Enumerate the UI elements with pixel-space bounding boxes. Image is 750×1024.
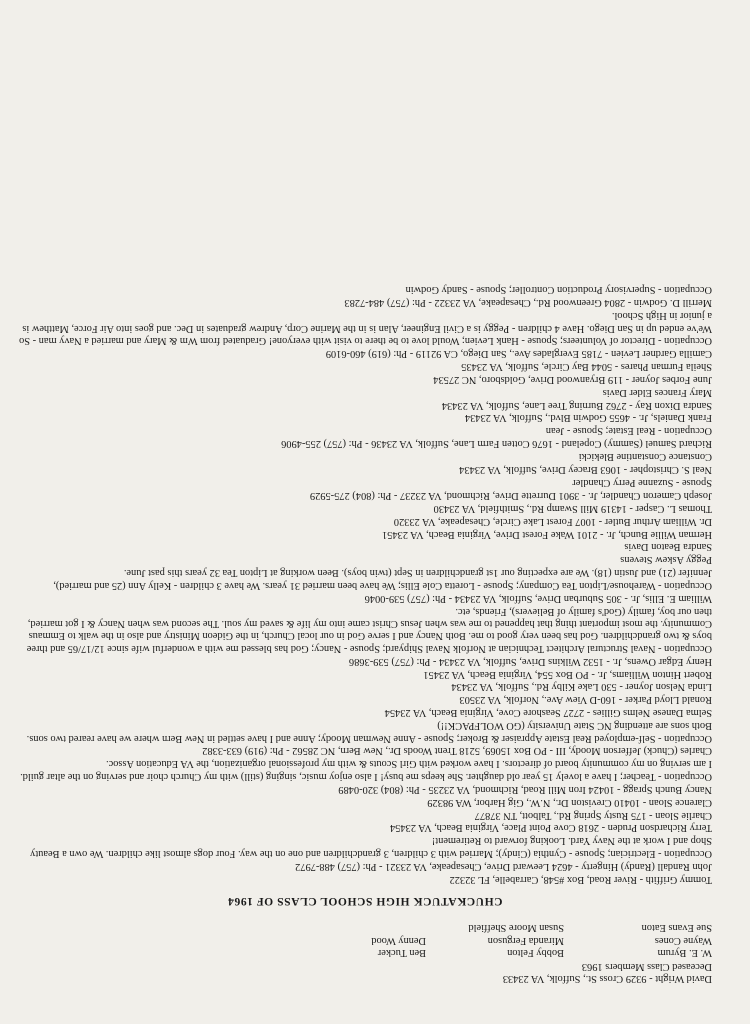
deceased-members-list [18,921,712,958]
class-entry: Occupation - Electrician; Spouse - Cynthia (Cindy); Married with 3 children, 3 grandchildren and one on the way. Four dogs almost like children. We own a Beauty Shop and I work at the Navy Yard. Looking forward to Retirement! [30,835,712,859]
class-entry: Merrill D. Godwin - 2804 Greenwood Rd., Chesapeake, VA 23322 - Ph: (757) 484-7283 [344,297,712,309]
class-entry: Terry Richardson Pruden - 2618 Cove Point Place, Virginia Beach, VA 23454 [390,822,712,834]
class-entry: Occupation - Supervisory Production Controller; Spouse - Sandy Godwin [405,284,712,296]
class-entry: Dr. William Arthur Butler - 1007 Forest Lake Circle, Chesapeake, VA 23320 [393,515,712,527]
class-entry: Mary Frances Elder Davis [602,386,712,398]
deceased-member [158,946,278,958]
class-entry: Spouse - Suzanne Perry Chandler [572,476,712,488]
deceased-member: Miranda Ferguson [487,934,564,946]
class-entry: Ronald Lloyd Parker - 160-D View Ave., Norfolk, VA 23503 [459,694,712,706]
class-entry: Peggy Askew Stevens [620,554,712,566]
deceased-heading: Deceased Class Members 1963 [581,960,712,972]
class-entry: Thomas L. Casper - 14319 Mill Swamp Rd., Smithfield, VA 23430 [433,502,712,514]
class-entry: June Forbes Joyner - 119 Bryanwood Drive, Goldsboro, NC 27534 [433,373,712,385]
header-entry: David Wright - 9329 Cross St., Suffolk, VA 23433 [502,973,712,984]
deceased-member: W. E. Byrum [657,947,712,959]
deceased-member: Bobby Felton [507,947,564,959]
class-entry: Charlie Sloan - 175 Rusty Spring Rd., Talbott, TN 37877 [474,809,712,821]
class-entry: Occupation - Director of Volunteers; Spouse - Hank Levien; Would love to be there to visit with everyone! Graduated from Wm & Mary and married a Navy man - So We've ended up in San Diego. Have 4 children - Peggy is a Civil Engineer, Alan is in the Marine Corp, Andrew graduates in Dec. and goes into Air Force, Matthew is a junior in High School. [19,310,712,346]
class-entry: Charles (Chuck) Jefferson Moody, III - PO Box 15069, 5218 Trent Woods Dr., New Bern, NC 28562 - Ph: (919) 633-3382 [202,745,712,757]
deceased-member: Denny Wood [371,934,426,946]
deceased-member: Ben Tucker [377,947,426,959]
class-entry: John Randall (Randy) Hingerty - 4624 Leeward Drive, Chesapeake, VA 23321 - Ph: (757) 488-7972 [295,860,712,872]
class-entry: Constance Constantine Blekicki [578,451,712,463]
class-entries [18,283,712,885]
class-title: CHUCKATUCK HIGH SCHOOL CLASS OF 1964 [227,894,503,907]
class-entry: Occupation - Teacher; I have a lovely 15 year old daughter. She keeps me busy! I also enjoy music, singing (still) with my Church choir and serving on the altar guild. I am serving on my community board of directors. I have worked with Girl Scouts & with my professional organization, the VA Education Assoc. [20,758,712,782]
class-entry: Clarence Sloan - 10410 Creviston Dr., N.W., Gig Harbor, WA 98329 [427,796,712,808]
deceased-member: Sue Evans Eaton [641,922,712,934]
class-entry: Henry Edgar Owens, Jr. - 1532 Wilkins Drive, Suffolk, VA 23434 - Ph: (757) 539-3686 [348,655,712,667]
class-entry: Robert Hinton Williams, Jr. - PO Box 554, Virginia Beach, VA 23451 [423,668,712,680]
class-entry: Frank Daniels, Jr. - 4655 Godwin Blvd., Suffolk, VA 23434 [464,412,712,424]
class-entry: Sheila Furman Phares - 5044 Bay Circle, Suffolk, VA 23435 [461,360,712,372]
class-entry: Occupation - Real Estate; Spouse - Jean [545,425,712,437]
class-entry: Sandra Beaton Davis [624,541,712,553]
class-entry: Richard Samuel (Sammy) Copeland - 1676 Cotten Farm Lane, Suffolk, VA 23436 - Ph: (757) 255-4906 [281,438,712,450]
class-entry: Occupation - Self-employed Real Estate Appraiser & Broker; Spouse - Anne Newman Moody; Anne and I have settled in New Bern where we have reared two sons. Both sons are attending NC State University (GO WOLFPACK!!) [26,720,712,744]
class-entry: Tommy Griffith - River Road, Box #548, Carrabelle, FL 32322 [449,873,712,885]
deceased-member: Susan Moore Sheffield [468,922,564,934]
class-entry: Neal S. Christopher - 1063 Bracey Drive, Suffolk, VA 23434 [459,464,712,476]
class-entry: Joseph Cameron Chandler, Jr. - 3901 Durrette Drive, Richmond, VA 23237 - Ph: (804) 275-5929 [309,489,712,501]
class-entry: Occupation - Naval Structural Architect Technician at Norfolk Naval Shipyard; Spouse - Nancy; God has blessed me with a wonderful wife since 12/17/65 and three boys & two grandchildren. God has been very good to me. Both Nancy and I serve God in our local Church, in the Gideon Ministry and also in the walk to Emmaus Community. the most important thing that happened to me was when Jesus Christ came into my life & saved my soul. The second was when Nancy & I got married, then our boy, family (God's family of Believers), Friends, etc. [26,605,712,654]
class-entry: William E. Ellis, Jr. - 305 Suburban Drive, Suffolk, VA 23434 - Ph: (757) 539-0046 [364,592,712,604]
class-entry: Occupation - Warehouse/Lipton Tea Company; Spouse - Loretta Cole Ellis; We have been married 31 years. We have 3 children - Kelly Ann (25 and married), Jennifer (21) and Justin (18). We are expecting our 1st grandchildren in Sept (twin boys). Been working at Lipton Tea 32 years this past June. [53,567,712,591]
class-entry: Camilla Gardner Levien - 7185 Everglades Ave., San Diego, CA 92119 - Ph: (619) 460-6109 [325,347,712,359]
class-entry: Herman Willie Bunch, Jr. - 2101 Wake Forest Drive, Virginia Beach, VA 23451 [382,528,712,540]
deceased-member [158,933,278,945]
class-entry: Nancy Bunch Spragg - 10424 Iron Mill Road, Richmond, VA 23235 - Ph: (804) 320-0489 [338,783,712,795]
page-content [18,282,712,984]
class-entry: Selma Danese Nelms Gillies - 2727 Seashore Cove, Virginia Beach, VA 23454 [384,707,712,719]
class-entry: Linda Nelson Joyner - 530 Lake Kilby Rd., Suffolk, VA 23434 [451,681,712,693]
class-entry: Sandra Dixon Ray - 2762 Burning Tree Lane, Suffolk, VA 23434 [441,399,712,411]
deceased-member: Wayne Cones [654,934,712,946]
